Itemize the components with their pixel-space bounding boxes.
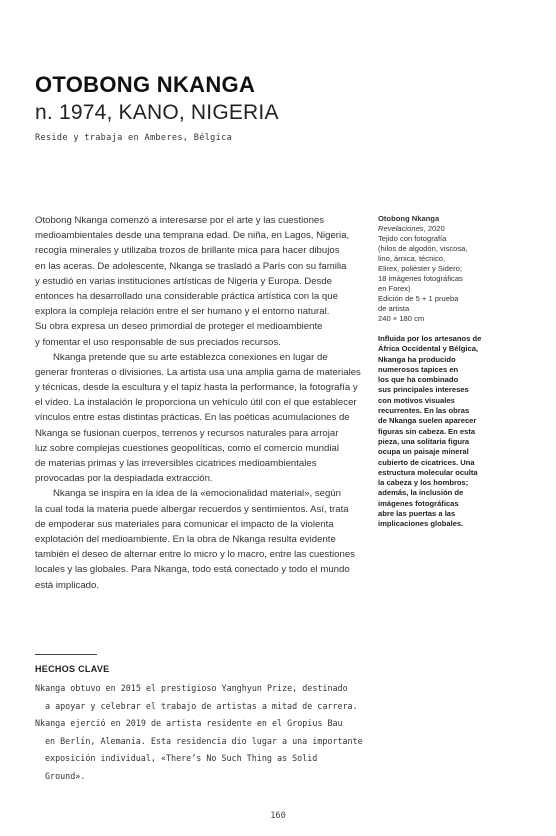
key-facts-body xyxy=(35,680,365,786)
description-line: ocupa un paisaje mineral xyxy=(378,447,469,457)
description-line: figuras sin cabeza. En esta xyxy=(378,426,476,436)
body-text-line: está implicado. xyxy=(35,579,99,591)
body-text-line: provocadas por la despiadada extracción. xyxy=(35,473,213,485)
caption-work-title: Revelaciones xyxy=(378,224,424,233)
artwork-sidebar xyxy=(378,214,518,530)
artwork-caption xyxy=(378,214,518,324)
caption-work-line xyxy=(378,224,518,234)
body-text-line: en las aceras. De adolescente, Nkanga se trasladó a París con su familia xyxy=(35,260,347,272)
description-line: cubierto de cicatrices. Una xyxy=(378,457,475,467)
body-text-line: Nkanga se fusionan cuerpos, terrenos y recursos naturales para arrojar xyxy=(35,427,339,439)
description-line: Nkanga ha producido xyxy=(378,354,456,364)
description-line: imágenes fotográficas xyxy=(378,498,459,508)
body-text-line: Nkanga pretende que su arte establezca conexiones en lugar de xyxy=(53,351,328,363)
key-facts-title: HECHOS CLAVE xyxy=(35,664,110,674)
caption-artist: Otobong Nkanga xyxy=(378,214,440,223)
artist-birth-origin: n. 1974, KANO, NIGERIA xyxy=(35,101,279,124)
description-line: África Occidental y Bélgica, xyxy=(378,344,479,354)
body-text-line: la cual toda la materia puede albergar recuerdos y sentimientos. Así, trata xyxy=(35,503,349,515)
description-line: recurrentes. En las obras xyxy=(378,406,470,416)
caption-detail-line: de artista xyxy=(378,304,410,313)
description-line: implicaciones globales. xyxy=(378,519,464,529)
body-text-line: explotación del medioambiente. En la obra de Nkanga resulta evidente xyxy=(35,533,336,545)
key-fact-line: exposición individual, «There’s No Such Thing as Solid xyxy=(45,753,318,764)
description-line: sus principales intereses xyxy=(378,385,469,395)
key-fact-line: Ground». xyxy=(45,770,86,781)
caption-detail-line: (hilos de algodón, viscosa, xyxy=(378,244,468,253)
body-text-line: explora la compleja relación entre el ser humano y el entorno natural. xyxy=(35,306,330,318)
caption-detail-line: 18 imágenes fotográficas xyxy=(378,274,463,283)
page-number: 160 xyxy=(270,811,286,821)
caption-detail-line: Tejido con fotografía xyxy=(378,234,447,243)
caption-detail-line: en Forex) xyxy=(378,284,411,293)
key-fact-line: en Berlín, Alemania. Esta residencia dio lugar a una importante xyxy=(45,735,363,746)
body-text-line: recogía minerales y utilizaba trozos de brillante mica para hacer dibujos xyxy=(35,245,340,257)
key-facts-rule xyxy=(35,654,97,655)
body-text-line: vínculos entre estas distintas prácticas. En las poéticas acumulaciones de xyxy=(35,412,350,424)
body-text-line: Su obra expresa un deseo primordial de proteger el medioambiente xyxy=(35,321,323,333)
key-fact-line: a apoyar y celebrar el trabajo de artistas a mitad de carrera. xyxy=(45,700,358,711)
body-text-line: y fomentar el uso responsable de sus preciados recursos. xyxy=(35,336,281,348)
artist-residence: Reside y trabaja en Amberes, Bélgica xyxy=(35,133,233,143)
artwork-description xyxy=(378,334,518,530)
caption-detail-line: 240 × 180 cm xyxy=(378,314,425,323)
body-text-line: de materias primas y las irreversibles cicatrices medioambientales xyxy=(35,458,317,469)
body-text-line: también el deseo de alternar entre lo micro y lo macro, entre las cuestiones xyxy=(35,549,355,561)
body-text-line: generar fronteras o divisiones. La artista usa una amplia gama de materiales xyxy=(35,366,361,378)
body-text-line: locales y las globales. Para Nkanga, todo está conectado y todo el mundo xyxy=(35,564,350,576)
caption-details xyxy=(378,234,518,324)
body-text-line: medioambientales desde una temprana edad. De niña, en Lagos, Nigeria, xyxy=(35,230,350,242)
key-fact-line: Nkanga obtuvo en 2015 el prestigioso Yanghyun Prize, destinado xyxy=(35,683,348,693)
body-text-line: el vídeo. La instalación le proporciona un vehículo útil con el que establecer xyxy=(35,397,357,409)
body-text-line: y técnicas, desde la escultura y el tapiz hasta la performance, la fotografía y xyxy=(35,382,358,394)
body-text-line: luz sobre complejas cuestiones geopolíticas, como el comercio mundial xyxy=(35,442,339,454)
body-text-line: Otobong Nkanga comenzó a interesarse por el arte y las cuestiones xyxy=(35,215,325,226)
description-line: numerosos tapices en xyxy=(378,364,459,374)
description-line: estructura molecular oculta xyxy=(378,467,478,477)
caption-year: , 2020 xyxy=(423,224,445,233)
description-line: de Nkanga suelen aparecer xyxy=(378,416,477,426)
body-text-line: entonces ha desarrollado una considerable práctica artística con la que xyxy=(35,290,338,302)
description-line: pieza, una solitaria figura xyxy=(378,436,470,446)
caption-detail-line: lino, árnica, técnico, xyxy=(378,254,446,263)
key-fact-line: Nkanga ejerció en 2019 de artista residente en el Gropius Bau xyxy=(35,718,343,729)
description-line: la cabeza y los hombros; xyxy=(378,478,469,488)
description-line: los que ha combinado xyxy=(378,375,459,385)
main-body-text xyxy=(35,213,365,593)
caption-detail-line: Edición de 5 + 1 prueba xyxy=(378,294,459,303)
body-text-line: y estudió en varias instituciones artísticas de Nigeria y Europa. Desde xyxy=(35,275,333,287)
description-line: con motivos visuales xyxy=(378,395,455,405)
description-line: además, la inclusión de xyxy=(378,488,464,498)
artist-name: OTOBONG NKANGA xyxy=(35,72,256,97)
body-text-line: Nkanga se inspira en la idea de la «emocionalidad material», según xyxy=(53,488,341,500)
body-text-line: de empoderar sus materiales para comunicar el impacto de la violenta xyxy=(35,518,334,530)
caption-detail-line: Elirex, poliéster y Sidero; xyxy=(378,264,462,273)
description-line: abre las puertas a las xyxy=(378,509,456,519)
description-line: Influida por los artesanos de xyxy=(378,334,482,343)
